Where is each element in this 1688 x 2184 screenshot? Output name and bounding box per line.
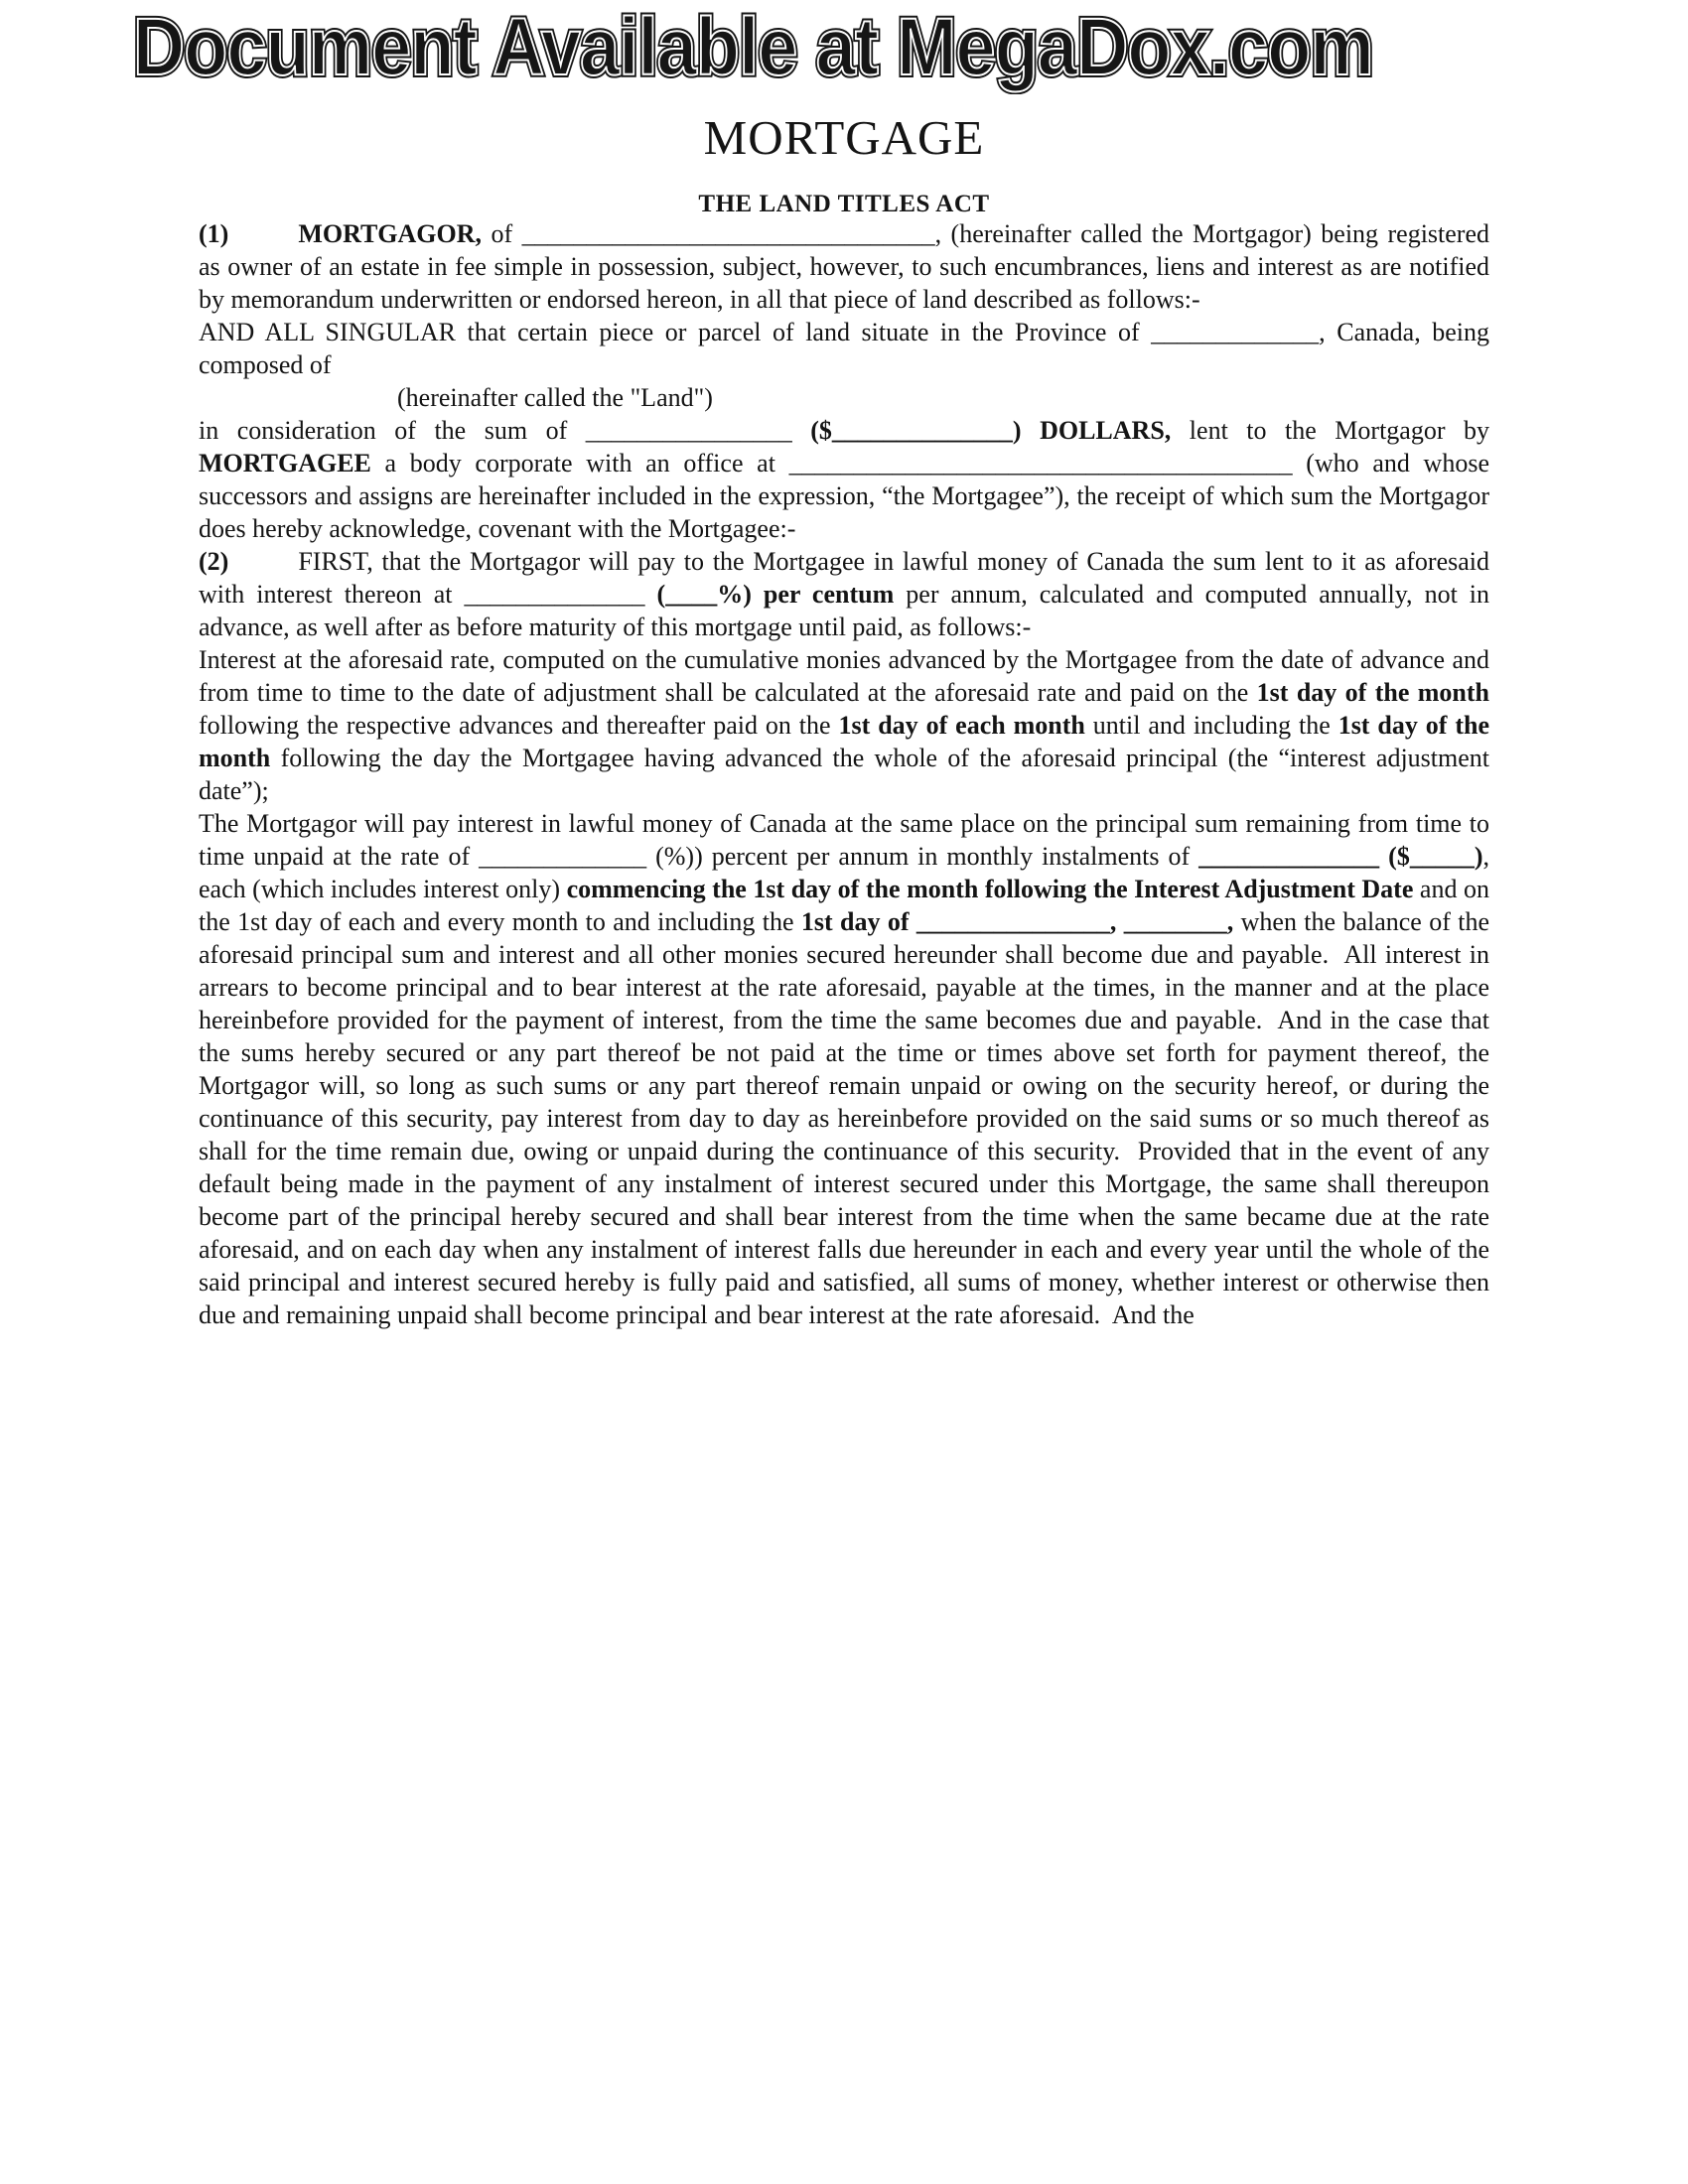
document-subtitle: THE LAND TITLES ACT (698, 190, 990, 217)
clause-2-first-paragraph: (2) FIRST, that the Mortgagor will pay to the Mortgagee in lawful money of Canada the sum lent to it as aforesaid with interest thereon at ______________ (____%) per centum per annum, calculated and computed annually, not in advance, as well after as before maturity of this mortgage until paid, as follows:- (199, 547, 1490, 642)
interest-calculation-paragraph: Interest at the aforesaid rate, computed on the cumulative monies advanced by the Mortgagee from the date of advance and from time to time to the date of adjustment shall be calculated at the aforesaid rate and paid on the 1st day of the month following the respective advances and thereafter paid on the 1st day of each month until and including the 1st day of the month following the day the Mortgagee having advanced the whole of the aforesaid principal (the “interest adjustment date”); (199, 645, 1490, 806)
brand-header (133, 2, 1489, 92)
land-description-paragraph: AND ALL SINGULAR that certain piece or parcel of land situate in the Province of _____________, Canada, being composed of (199, 318, 1489, 380)
land-label-line: (hereinafter called the "Land") (397, 383, 713, 413)
brand-text: Document Available at MegaDox.com Document Available at MegaDox.com (133, 6, 1373, 89)
clause-1-mortgagor-paragraph: (1) MORTGAGOR, of ________________________________, (hereinafter called the Mortgagor) being registered as owner of an estate in fee simple in possession, subject, however, to such encumbrances, liens and interest as are notified by memorandum underwritten or endorsed hereon, in all that piece of land described as follows:- (199, 219, 1489, 315)
consideration-paragraph: in consideration of the sum of ________________ ($______________) DOLLARS, lent to the Mortgagor by MORTGAGEE a body corporate with an office at _______________________________________ (who and whose successors and assigns are hereinafter included in the expression, “the Mortgagee”), the receipt of which sum the Mortgagor does hereby acknowledge, covenant with the Mortgagee:- (199, 416, 1489, 544)
document-title: MORTGAGE (703, 110, 985, 165)
payment-terms-paragraph: The Mortgagor will pay interest in lawful money of Canada at the same place on the principal sum remaining from time to time unpaid at the rate of _____________ (%)) percent per annum in monthly instalments of ______________ ($_____), each (which includes interest only) commencing the 1st day of the month following the Interest Adjustment Date and on the 1st day of each and every month to and including the 1st day of _______________, ________, when the balance of the aforesaid principal sum and interest and all other monies secured hereunder shall become due and payable. All interest in arrears to become principal and to bear interest at the rate aforesaid, payable at the times, in the manner and at the place hereinbefore provided for the payment of interest, from the time the same becomes due and payable. And in the case that the sums hereby secured or any part thereof be not paid at the time or times above set forth for payment thereof, the Mortgagor will, so long as such sums or any part thereof remain unpaid or owing on the security hereof, or during the continuance of this security, pay interest from day to day as hereinbefore provided on the said sums or so much thereof as shall for the time remain due, owing or unpaid during the continuance of this security. Provided that in the event of any default being made in the payment of any instalment of interest secured under this Mortgage, the same shall thereupon become part of the principal hereby secured and shall bear interest from the time when the same became due at the rate aforesaid, and on each day when any instalment of interest falls due hereunder in each and every year until the whole of the said principal and interest secured hereby is fully paid and satisfied, all sums of money, whether interest or otherwise then due and remaining unpaid shall become principal and bear interest at the rate aforesaid. And the (199, 809, 1489, 1330)
